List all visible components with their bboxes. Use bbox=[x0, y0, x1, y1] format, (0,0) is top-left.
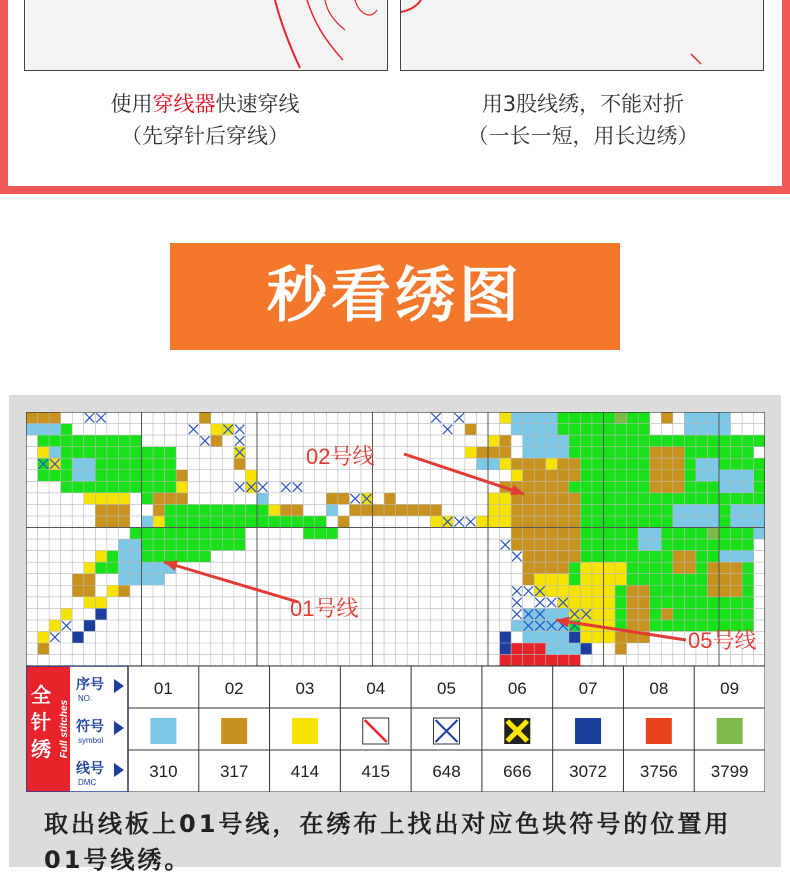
svg-text:线号: 线号 bbox=[76, 761, 104, 777]
svg-text:414: 414 bbox=[290, 762, 320, 781]
svg-text:绣: 绣 bbox=[31, 737, 51, 761]
svg-text:317: 317 bbox=[219, 762, 249, 781]
svg-text:全: 全 bbox=[31, 683, 51, 707]
svg-text:01: 01 bbox=[153, 679, 173, 698]
instruction-text: 取出线板上01号线，在绣布上找出对应色块符号的位置用01号线绣。 bbox=[44, 810, 732, 874]
svg-text:DMC: DMC bbox=[78, 778, 97, 787]
svg-text:310: 310 bbox=[149, 762, 178, 781]
svg-text:序号: 序号 bbox=[76, 677, 104, 693]
svg-text:666: 666 bbox=[503, 762, 532, 781]
svg-text:08: 08 bbox=[649, 679, 669, 698]
svg-text:NO.: NO. bbox=[78, 694, 93, 703]
right-caption: 用3股线绣，不能对折 （一长一短，用长边绣） bbox=[467, 92, 699, 148]
svg-text:07: 07 bbox=[578, 679, 598, 698]
svg-text:针: 针 bbox=[31, 710, 51, 734]
svg-text:06: 06 bbox=[507, 679, 527, 698]
callout-02: 02号线 bbox=[306, 444, 375, 469]
svg-text:02: 02 bbox=[224, 679, 244, 698]
tutorial-panel bbox=[8, 0, 782, 186]
svg-text:Full stitches: Full stitches bbox=[59, 699, 70, 759]
svg-text:3756: 3756 bbox=[639, 762, 678, 781]
svg-text:09: 09 bbox=[720, 679, 740, 698]
section-banner: 秒看绣图 bbox=[170, 243, 620, 350]
thread-photo bbox=[400, 0, 764, 71]
svg-text:05: 05 bbox=[437, 679, 456, 698]
svg-text:04: 04 bbox=[366, 679, 386, 698]
cross-stitch-pattern bbox=[26, 412, 765, 666]
svg-text:符号: 符号 bbox=[76, 719, 104, 735]
svg-text:415: 415 bbox=[361, 762, 390, 781]
callout-01: 01号线 bbox=[290, 596, 359, 621]
thread-legend bbox=[26, 666, 765, 792]
svg-text:3799: 3799 bbox=[710, 762, 749, 781]
svg-text:03: 03 bbox=[295, 679, 315, 698]
svg-text:symbol: symbol bbox=[78, 736, 104, 745]
left-caption: 使用穿线器快速穿线 （先穿针后穿线） bbox=[110, 92, 300, 148]
callout-05: 05号线 bbox=[688, 628, 757, 653]
svg-text:3072: 3072 bbox=[569, 762, 607, 781]
threader-photo bbox=[24, 0, 388, 71]
svg-text:648: 648 bbox=[432, 762, 461, 781]
